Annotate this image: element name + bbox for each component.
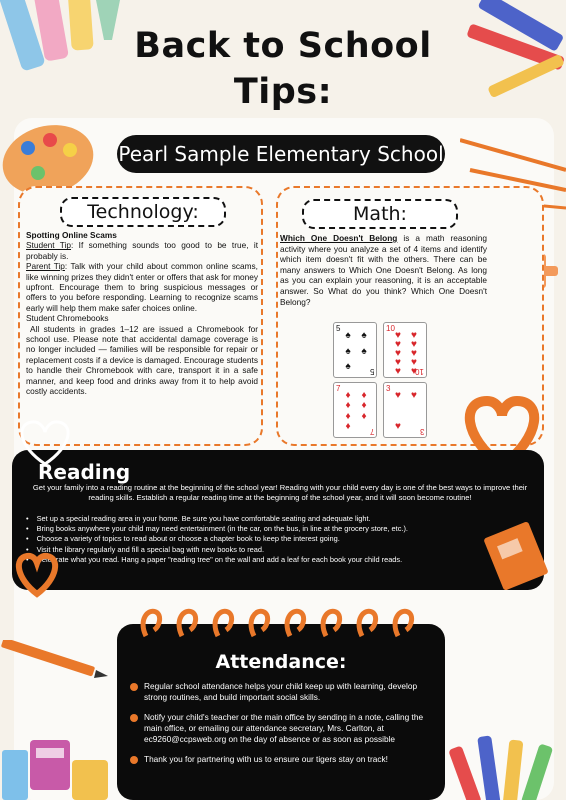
- heart-outline-illustration: [10, 550, 64, 598]
- page-title-line2: Tips:: [233, 72, 333, 112]
- book-illustration: [484, 520, 550, 590]
- parent-tip-text: : Talk with your child about common online scams, like winning prizes they didn't enter or offers that ask for money upfront. Encourage them to bring suspicious messages or offers to you before responding. Learning to recognize scams early will help them make safer choices online.: [26, 261, 258, 313]
- attendance-item-text: Thank you for partnering with us to ensure our tigers stay on track!: [144, 754, 388, 764]
- list-item: • Choose a variety of topics to read about or choose a chapter book to keep the interest going.: [26, 534, 486, 544]
- list-item: • Celebrate what you read. Hang a paper "reading tree" on the wall and add a leaf for each book your child reads.: [26, 555, 486, 565]
- card-rank: 7: [369, 427, 374, 436]
- playing-cards: [333, 322, 427, 440]
- student-tip-label: Student Tip: [26, 240, 72, 251]
- card-rank: 3: [419, 427, 424, 436]
- binder-rings-icon: [138, 606, 428, 640]
- crayons-illustration: [448, 726, 566, 800]
- school-name-banner: Pearl Sample Elementary School: [117, 135, 445, 173]
- card-suit-icon: ♠ ♠ ♠ ♠ ♠: [345, 330, 367, 372]
- card-rank: 7: [336, 384, 341, 393]
- reading-heading: Reading: [38, 460, 131, 484]
- reading-intro: Get your family into a reading routine at the beginning of the school year! Reading with your child every day is one of the best ways to improve their reading skills. Establish a regular reading time at the beginning of the school year, and it will soon become routine!: [32, 483, 528, 502]
- list-item: [130, 712, 430, 745]
- reading-list: [26, 514, 486, 565]
- chromebooks-title: Student Chromebooks: [26, 313, 109, 324]
- attendance-list: [130, 681, 430, 774]
- list-item: • Bring books anywhere your child may need entertainment (in the car, on the bus, in line at the grocery store, etc.).: [26, 524, 486, 534]
- playing-card: [333, 382, 377, 438]
- card-rank: 10: [415, 367, 424, 376]
- school-supplies-illustration: [0, 720, 110, 800]
- math-heading: Math:: [302, 199, 458, 229]
- technology-heading: Technology:: [60, 197, 226, 227]
- list-item: • Visit the library regularly and fill a special bag with new books to read.: [26, 545, 486, 555]
- wodb-label: Which One Doesn't Belong: [280, 233, 398, 243]
- card-rank: 10: [386, 324, 395, 333]
- student-tip: [26, 240, 258, 261]
- attendance-heading: Attendance:: [215, 651, 347, 673]
- list-item: [130, 681, 430, 703]
- pencil-illustration: [0, 640, 110, 680]
- parent-tip-label: Parent Tip: [26, 261, 65, 272]
- attendance-item-text: Notify your child's teacher or the main office by sending in a note, calling the main office, or emailing our attendance secretary, Mrs. Carlton, at ec9260@ccpsweb.org on the day of absence or as soon as possible: [144, 712, 424, 744]
- card-suit-icon: ♥ ♥ ♥: [395, 390, 417, 432]
- card-rank: 5: [336, 324, 341, 333]
- bullet-icon: [130, 756, 138, 764]
- playing-card: [383, 322, 427, 378]
- card-rank: 3: [386, 384, 391, 393]
- list-item: [130, 754, 430, 765]
- student-tip-text: : If something sounds too good to be true, it probably is.: [26, 240, 258, 261]
- card-rank: 5: [369, 367, 374, 376]
- scams-title: Spotting Online Scams: [26, 230, 117, 240]
- chromebooks-text: All students in grades 1–12 are issued a Chromebook for school use. Please note that accidental damage coverage is no longer included — families will be responsible for repair or replacement costs if a device is damaged. Encourage students to handle their Chromebook with care, transport it in a safe manner, and keep food and drinks away from it to help avoid costly accidents.: [26, 323, 258, 397]
- playing-card: [383, 382, 427, 438]
- card-suit-icon: ♦ ♦ ♦ ♦ ♦ ♦ ♦: [345, 390, 367, 432]
- bullet-icon: [130, 683, 138, 691]
- playing-card: [333, 322, 377, 378]
- list-item: • Set up a special reading area in your home. Be sure you have comfortable seating and adequate light.: [26, 514, 486, 524]
- technology-body: [26, 230, 258, 397]
- math-body: [280, 233, 487, 307]
- attendance-item-text: Regular school attendance helps your child keep up with learning, develop strong routines, and build important social skills.: [144, 681, 418, 702]
- bullet-icon: [130, 714, 138, 722]
- wodb-text: is a math reasoning activity where you analyze a set of 4 items and identify which item doesn't fit with the others. There can be many answers to Which One Doesn't Belong. As long as you can explain your reasoning, it is an acceptable answer. So What do you think? Which One Doesn't Belong?: [280, 233, 487, 307]
- card-suit-icon: ♥ ♥ ♥ ♥ ♥ ♥ ♥ ♥ ♥ ♥: [395, 330, 417, 377]
- page-title-line1: Back to School: [134, 26, 432, 66]
- parent-tip: [26, 261, 258, 313]
